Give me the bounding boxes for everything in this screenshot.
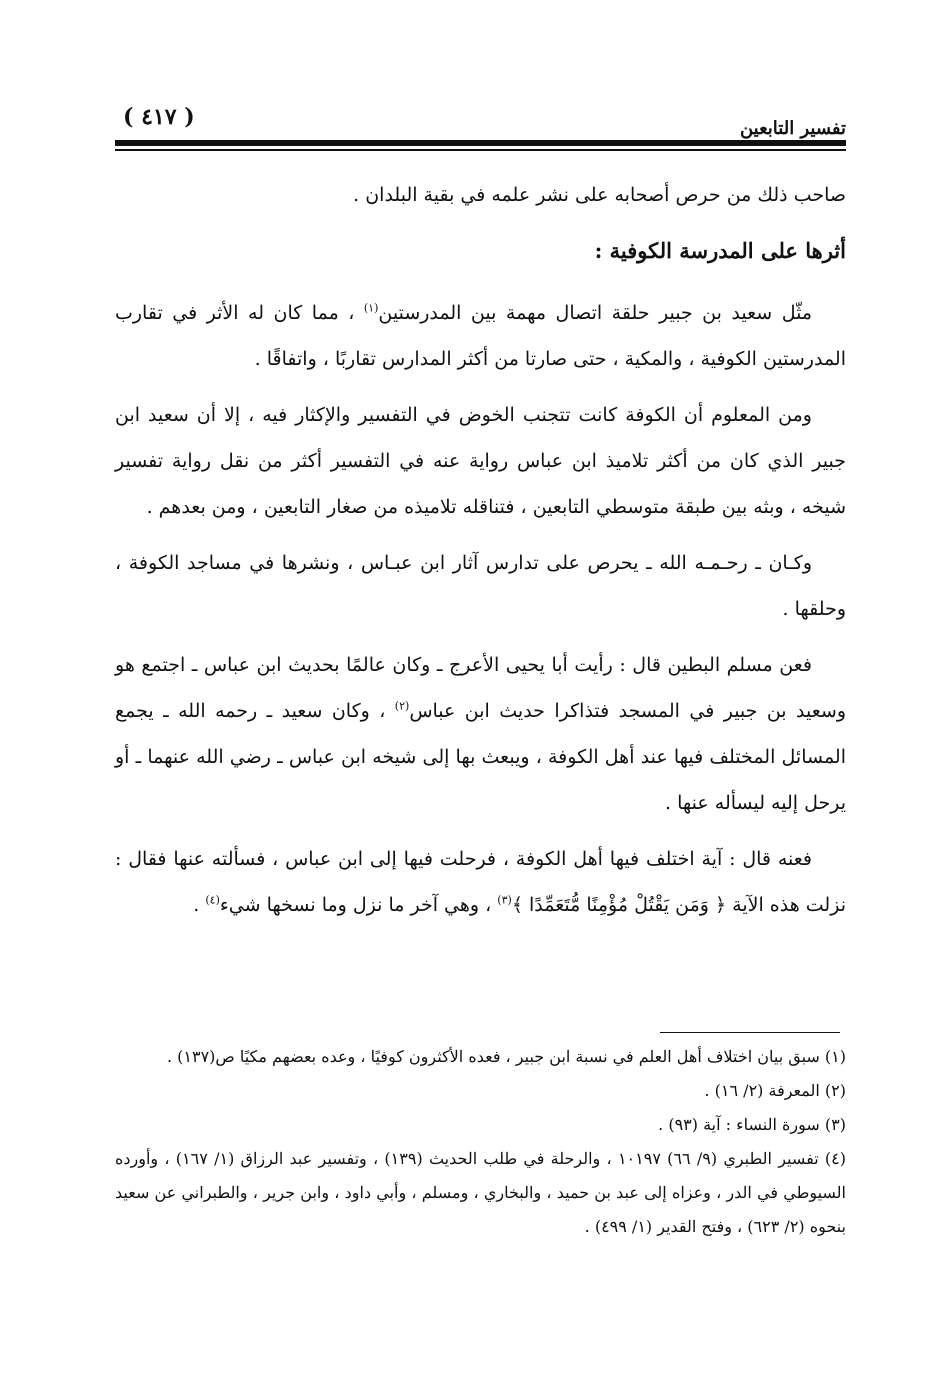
main-text [115, 172, 846, 938]
footnote-ref-1: (١) [363, 301, 379, 315]
paragraph-6 [115, 836, 846, 928]
footnote-ref-3: (٣) [497, 893, 512, 907]
paragraph-2-text-b: ، مما كان له الأثر في تقارب المدرستين الكوفية ، والمكية ، حتى صارتا من أكثر المدارس تقاربًا ، واتفاقًا . [115, 302, 846, 370]
footnote-1: (١) سبق بيان اختلاف أهل العلم في نسبة ابن جبير ، فعده الأكثرون كوفيًا ، وعده بعضهم مكيًا ص(١٣٧) . [166, 1047, 846, 1066]
footnote-separator [660, 1032, 840, 1033]
paragraph-6-text-c: . [193, 894, 206, 916]
footnote-4: (٤) تفسير الطبري (٩/ ٦٦) ١٠١٩٧ ، والرحلة في طلب الحديث (١٣٩) ، وتفسير عبد الرزاق (١/ ١٦٧) ، وأورده السيوطي في الدر ، وعزاه إلى عبد بن حميد ، والبخاري ، ومسلم ، وأبي داود ، وابن جرير ، والطبراني عن سعيد بنحوه (٢/ ٦٢٣) ، وفتح القدير (١/ ٤٩٩) . [115, 1149, 847, 1236]
paragraph-2-text-a: مثّل سعيد بن جبير حلقة اتصال مهمة بين المدرستين [378, 302, 812, 324]
paragraph-2 [115, 290, 846, 382]
paragraph-5-text-b: ، وكان سعيد ـ رحمه الله ـ يجمع المسائل المختلف فيها عند أهل الكوفة ، ويبعث بها إلى شيخه ابن عباس ـ رضي الله عنهما ـ أو يرحل إليه ليسأله عنها . [115, 700, 846, 814]
paragraph-5-text-a: فعن مسلم البطين قال : رأيت أبا يحيى الأعرج ـ وكان عالمًا بحديث ابن عباس ـ اجتمع هو وسعيد بن جبير في المسجد فتذاكرا حديث ابن عباس [115, 654, 846, 722]
paragraph-5 [115, 642, 846, 826]
footnote-3: (٣) سورة النساء : آية (٩٣) . [658, 1115, 846, 1134]
footnotes [115, 1040, 846, 1244]
paragraph-6-text-b: ، وهي آخر ما نزل وما نسخها شيء [219, 894, 498, 916]
paragraph-4: وكـان ـ رحـمـه الله ـ يحرص على تدارس آثار ابن عبـاس ، ونشرها في مساجد الكوفة ، وحلقها . [115, 552, 846, 620]
running-title: تفسير التابعين [739, 118, 846, 139]
paragraph-3: ومن المعلوم أن الكوفة كانت تتجنب الخوض في التفسير والإكثار فيه ، إلا أن سعيد ابن جبير الذي كان من أكثر تلاميذ ابن عباس رواية عنه في التفسير أكثر من نقل رواية تفسير شيخه ، وبثه بين طبقة متوسطي التابعين ، فتناقله تلاميذه من صغار التابعين ، ومن بعدهم . [115, 404, 846, 518]
paragraph-1: صاحب ذلك من حرص أصحابه على نشر علمه في بقية البلدان . [353, 184, 846, 206]
footnote-ref-2: (٢) [394, 699, 410, 713]
footnote-2: (٢) المعرفة (٢/ ١٦) . [704, 1081, 846, 1100]
header-rule-thick [115, 140, 846, 146]
paragraph-6-text-a: فعنه قال : آية اختلف فيها أهل الكوفة ، فرحلت فيها إلى ابن عباس ، فسألته عنها فقال : نزلت هذه الآية ﴿ وَمَن يَقْتُلْ مُؤْمِنًا مُّتَعَمِّدًا ﴾ [115, 848, 846, 916]
section-heading: أثرها على المدرسة الكوفية : [594, 238, 846, 263]
page-number: ( ٤١٧ ) [123, 104, 195, 130]
footnote-ref-4: (٤) [205, 893, 220, 907]
header-rule-thin [115, 149, 846, 151]
